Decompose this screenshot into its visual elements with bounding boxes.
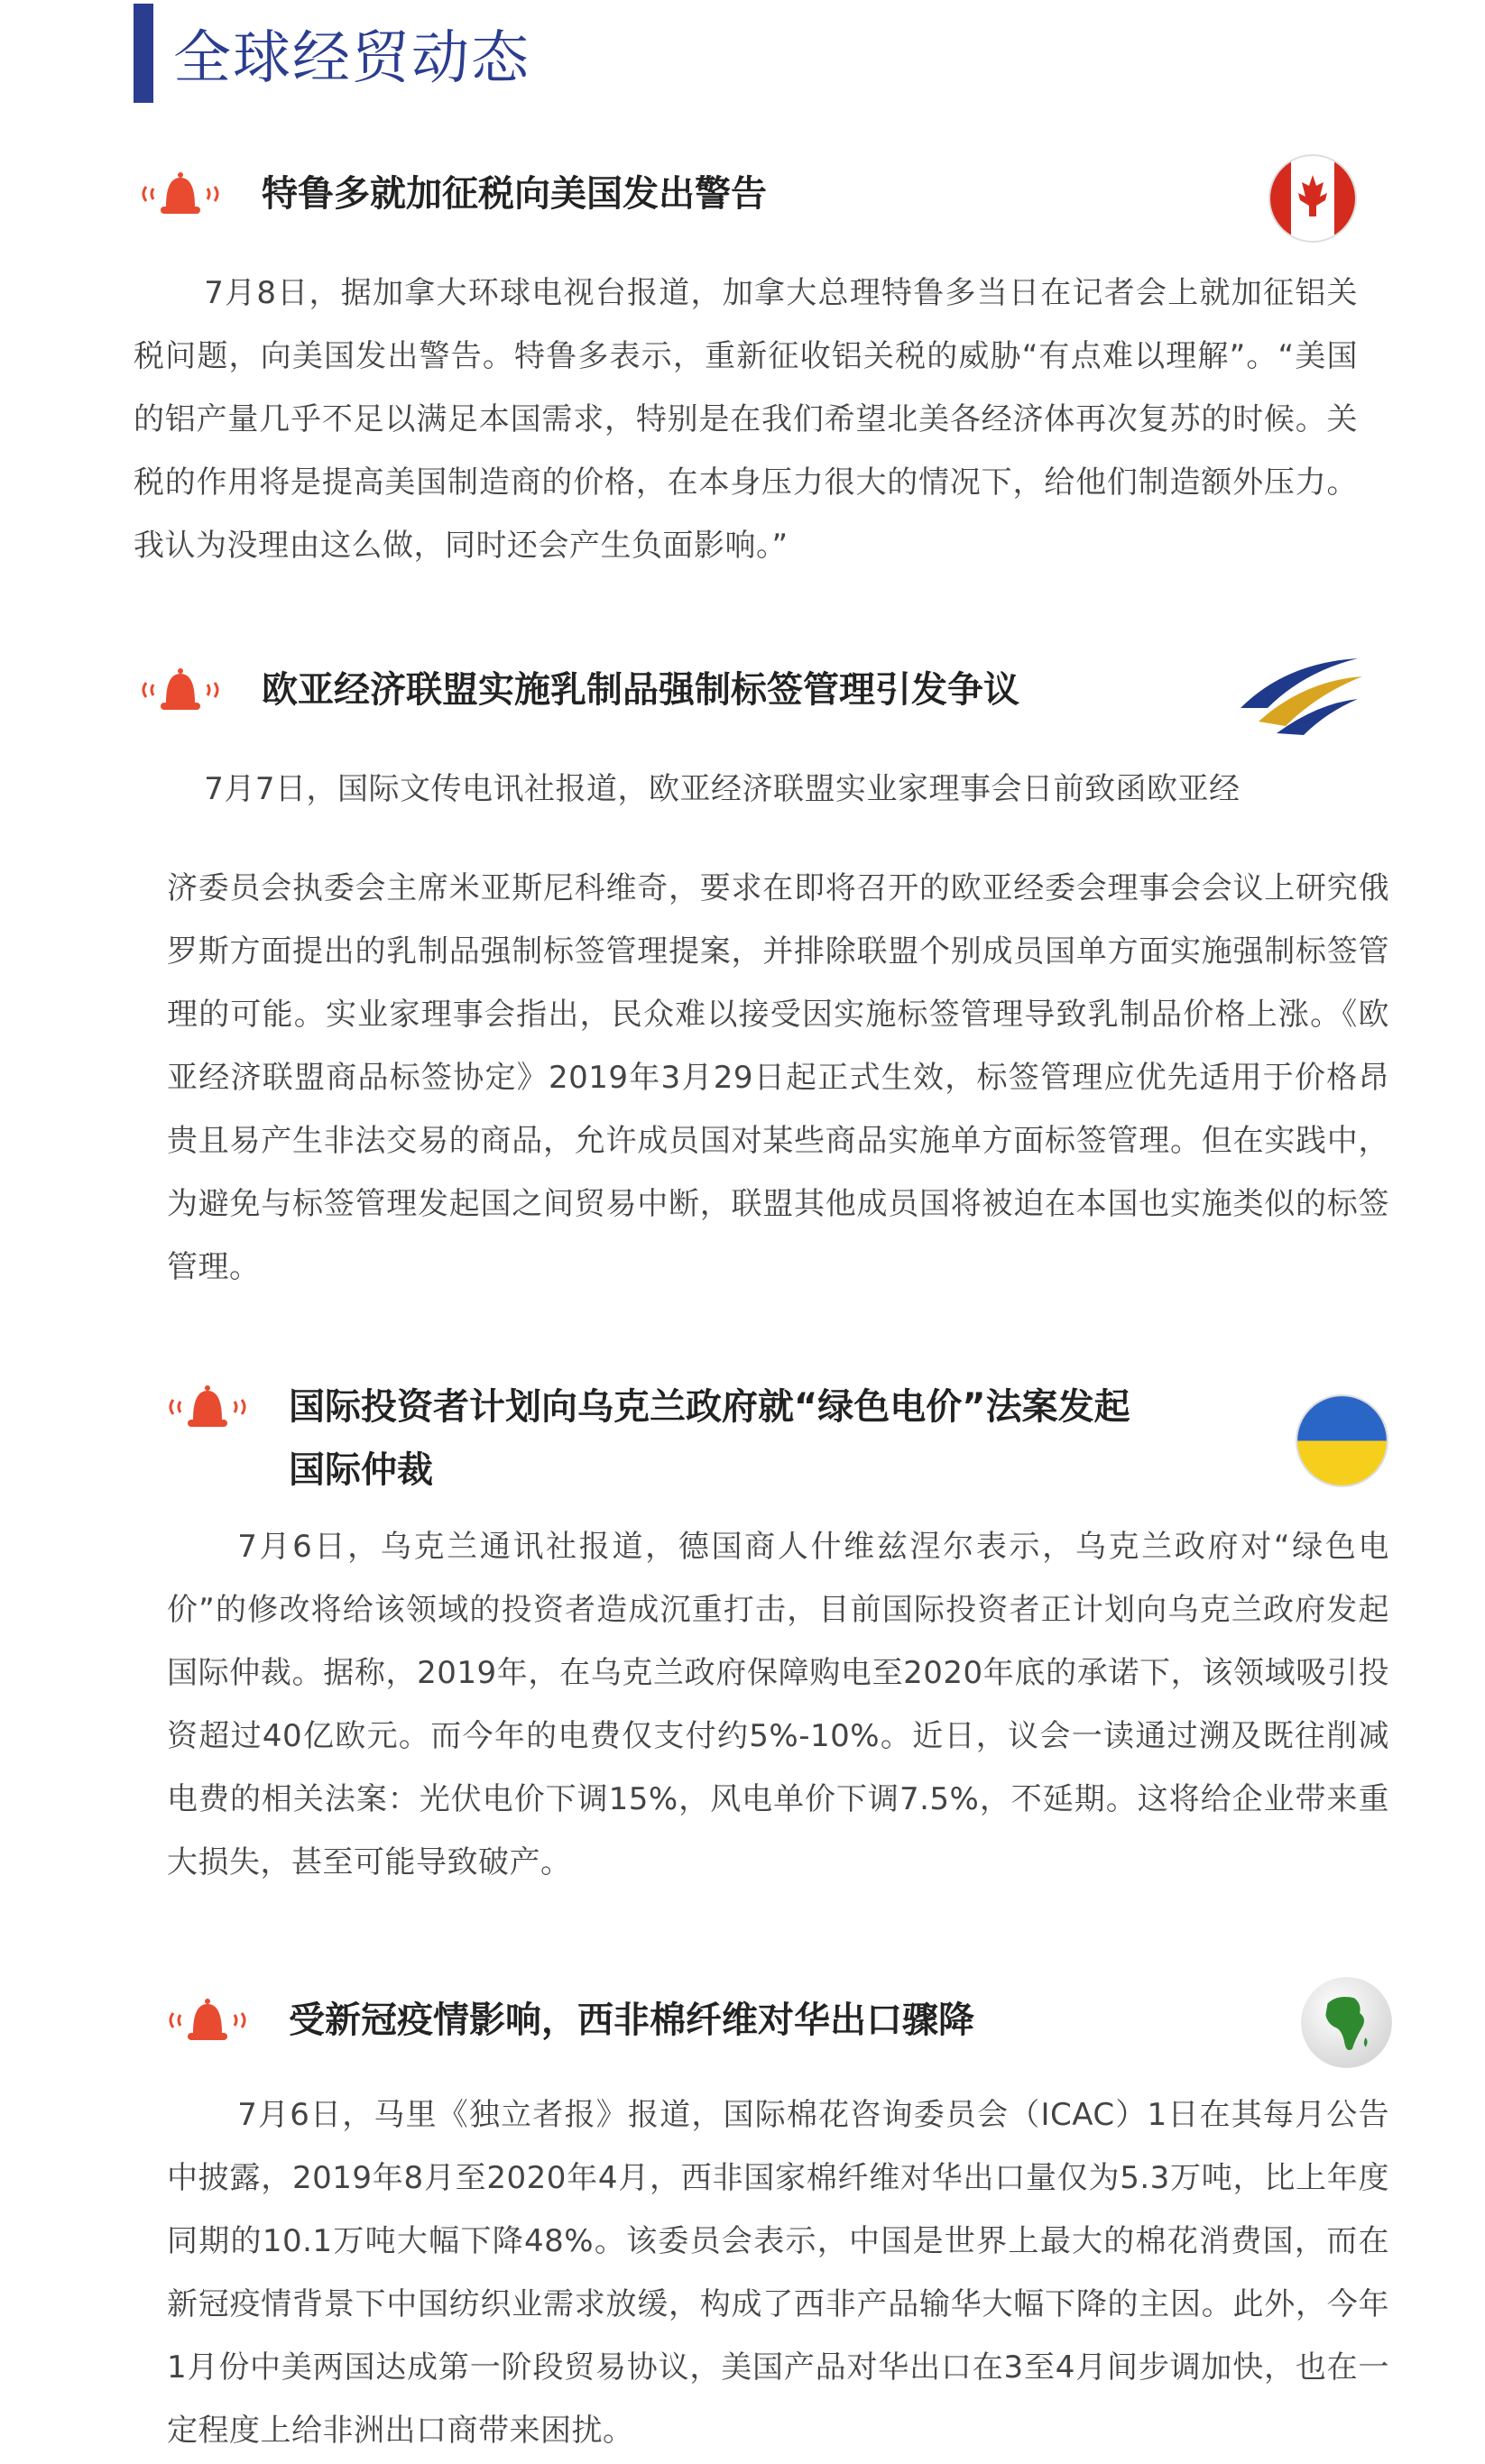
- canada-flag-icon: [1268, 153, 1358, 244]
- article-title: 受新冠疫情影响，西非棉纤维对华出口骤降: [289, 2000, 974, 2041]
- article-title-line-2: 国际仲裁: [289, 1449, 433, 1491]
- paragraph: 7月6日，马里《独立者报》报道，国际棉花咨询委员会（ICAC）1日在其每月公告中披露，2019年8月至2020年4月，西非国家棉纤维对华出口量仅为5.3万吨，比上年度同期的10.1万吨大幅下降48%。该委员会表示，中国是世界上最大的棉花消费国，而在新冠疫情背景下中国纺织业需求放缓，构成了西非产品输华大幅下降的主因。此外，今年1月份中美两国达成第一阶段贸易协议，美国产品对华出口在3至4月间步调加快，也在一定程度上给非洲出口商带来困扰。: [167, 2097, 1389, 2449]
- paragraph: 7月7日，国际文传电讯社报道，欧亚经济联盟实业家理事会日前致函欧亚经: [204, 771, 1241, 807]
- article-body: [134, 758, 1358, 857]
- article-title: 欧亚经济联盟实施乳制品强制标签管理引发争议: [262, 669, 1019, 711]
- article-body: [167, 2083, 1389, 2462]
- alarm-bell-icon: [135, 167, 226, 221]
- paragraph: 济委员会执委会主席米亚斯尼科维奇，要求在即将召开的欧亚经委会理事会会议上研究俄罗斯方面提出的乳制品强制标签管理提案，并排除联盟个别成员国单方面实施强制标签管理的可能。实业家理事会指出，民众难以接受因实施标签管理导致乳制品价格上涨。《欧亚经济联盟商品标签协定》2019年3月29日起正式生效，标签管理应优先适用于价格昂贵且易产生非法交易的商品，允许成员国对某些商品实施单方面标签管理。但在实践中，为避免与标签管理发起国之间贸易中断，联盟其他成员国将被迫在本国也实施类似的标签管理。: [167, 870, 1389, 1285]
- article-body-continued: [167, 857, 1389, 1299]
- ukraine-flag-icon: [1295, 1393, 1389, 1488]
- alarm-bell-icon: [162, 1380, 253, 1434]
- article-title-line-1: 国际投资者计划向乌克兰政府就“绿色电价”法案发起: [289, 1386, 1130, 1428]
- article-title: 特鲁多就加征税向美国发出警告: [262, 173, 767, 215]
- article-body: [134, 262, 1358, 577]
- section-header: [134, 4, 530, 103]
- alarm-bell-icon: [135, 663, 226, 717]
- article-body: [167, 1515, 1389, 1894]
- paragraph: 7月8日，据加拿大环球电视台报道，加拿大总理特鲁多当日在记者会上就加征铝关税问题，向美国发出警告。特鲁多表示，重新征收铝关税的威胁“有点难以理解”。“美国的铝产量几乎不足以满足本国需求，特别是在我们希望北美各经济体再次复苏的时候。关税的作用将是提高美国制造商的价格，在本身压力很大的情况下，给他们制造额外压力。我认为没理由这么做，同时还会产生负面影响。”: [134, 275, 1358, 564]
- paragraph: 7月6日，乌克兰通讯社报道，德国商人什维兹涅尔表示，乌克兰政府对“绿色电价”的修改将给该领域的投资者造成沉重打击，目前国际投资者正计划向乌克兰政府发起国际仲裁。据称，2019年，在乌克兰政府保障购电至2020年底的承诺下，该领域吸引投资超过40亿欧元。而今年的电费仅支付约5%-10%。近日，议会一读通过溯及既往削减电费的相关法案：光伏电价下调15%，风电单价下调7.5%，不延期。这将给企业带来重大损失，甚至可能导致破产。: [167, 1529, 1389, 1880]
- eaeu-emblem-icon: [1231, 645, 1367, 744]
- page-title: 全球经贸动态: [173, 25, 530, 92]
- africa-globe-icon: [1299, 1975, 1394, 2070]
- alarm-bell-icon: [162, 1993, 253, 2047]
